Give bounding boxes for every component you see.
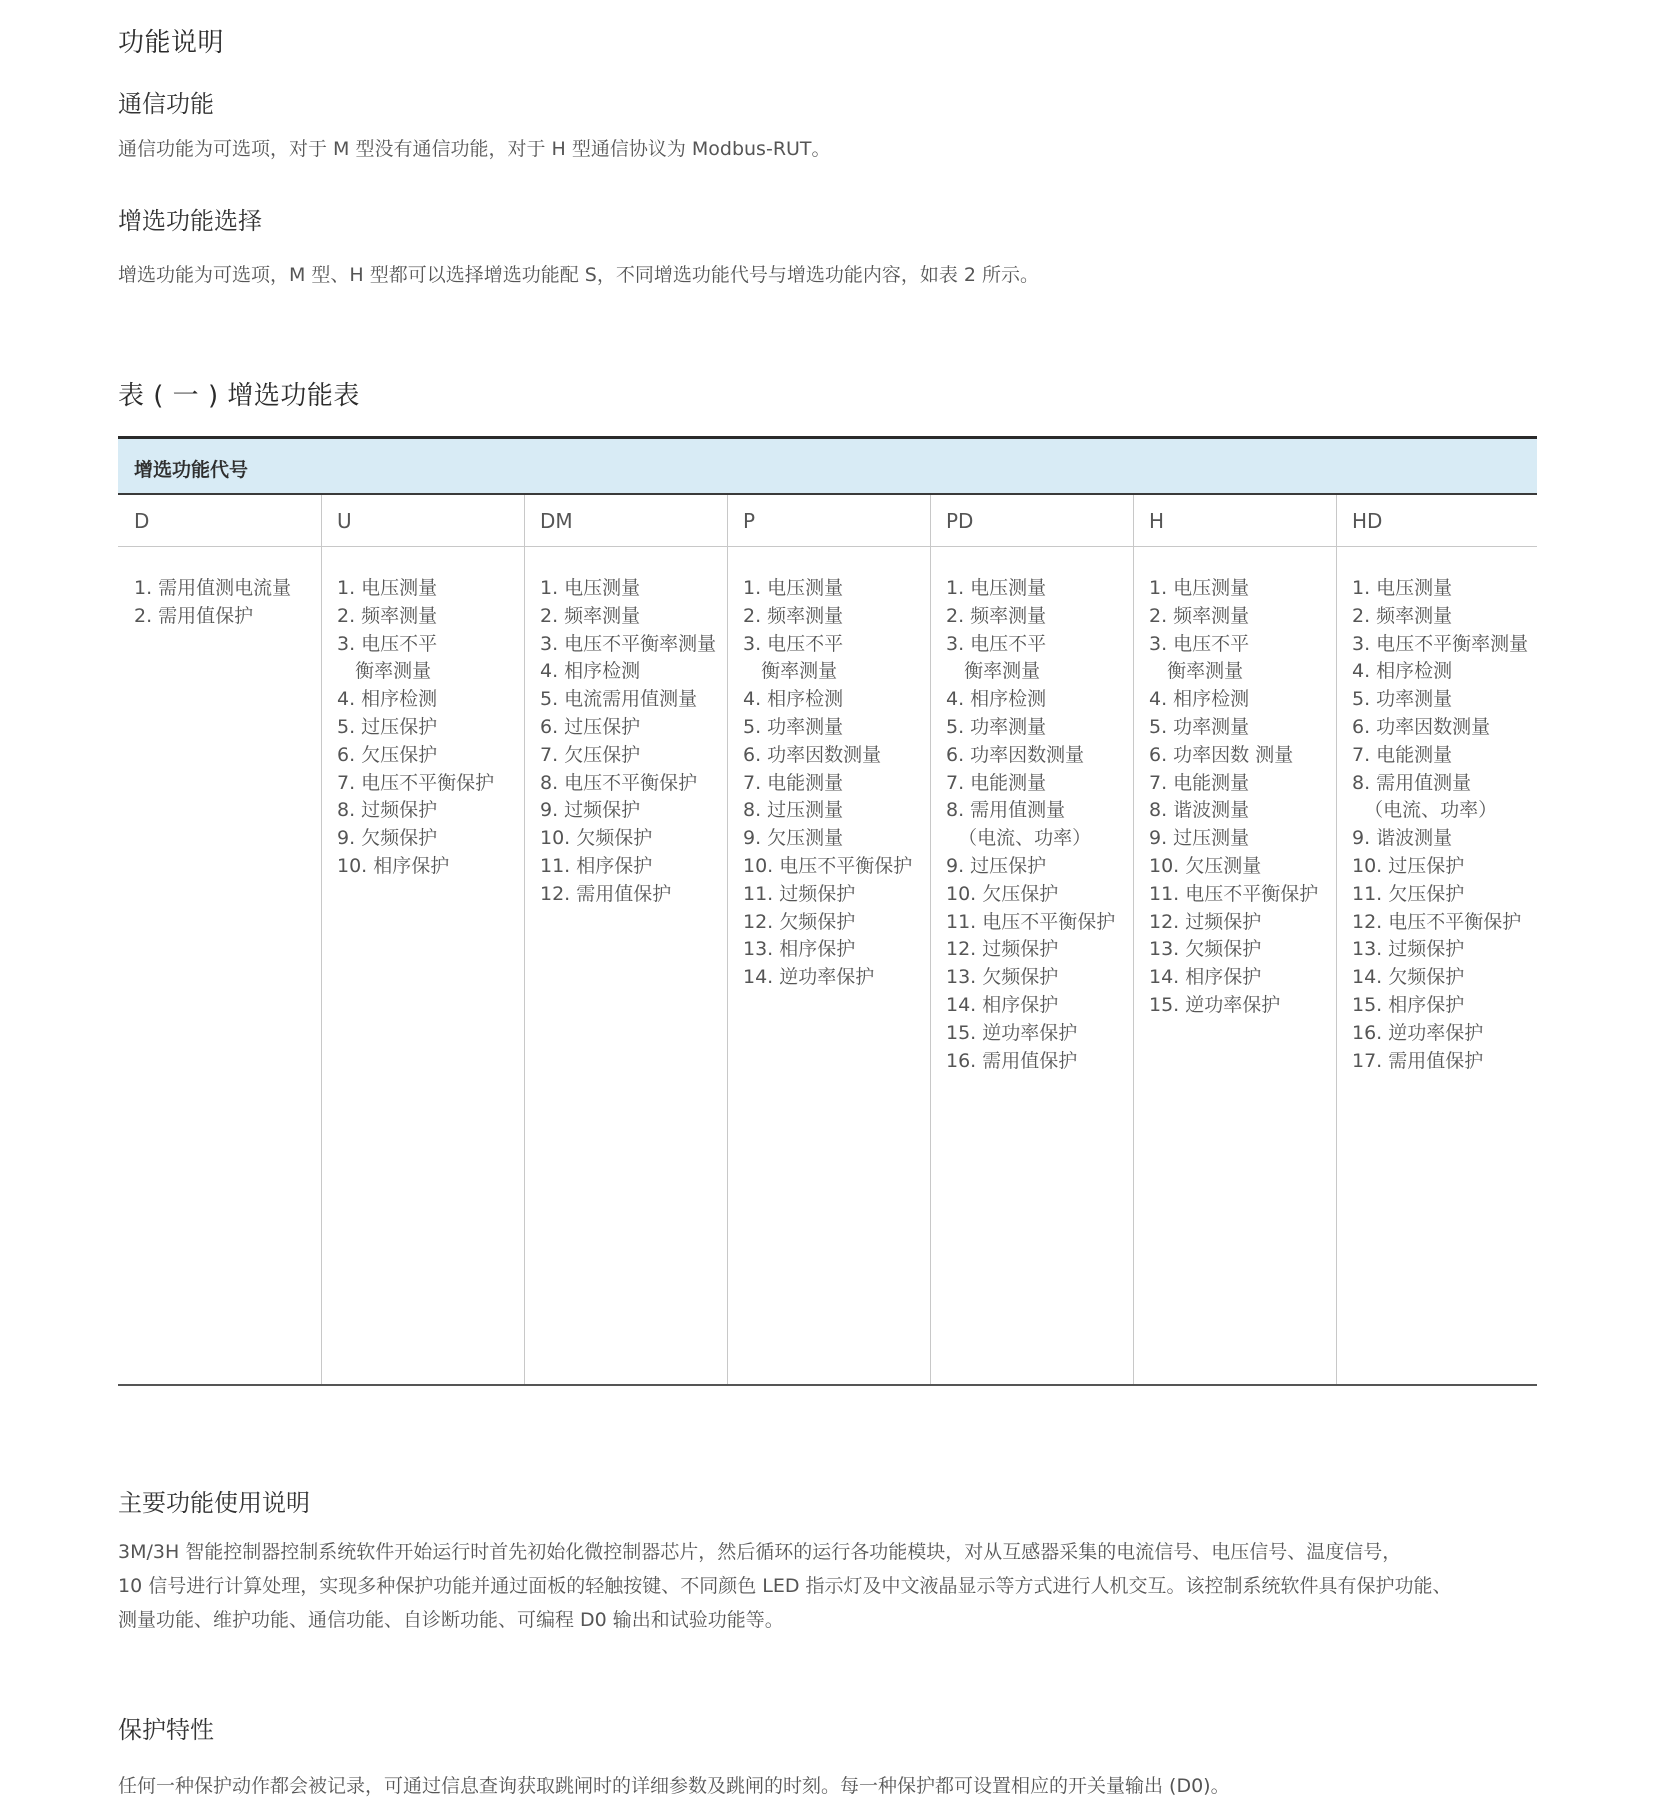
column-code: PD [946, 509, 974, 533]
list-item: 5. 电流需用值测量 [540, 688, 698, 711]
list-item: 8. 过频保护 [337, 799, 438, 822]
list-item: 1. 需用值测电流量 [134, 577, 292, 599]
column-code: HD [1352, 509, 1383, 533]
list-item: 10. 欠压测量 [1149, 854, 1262, 877]
list-item: 5. 功率测量 [1149, 715, 1250, 738]
list-item: 1. 电压测量 [1352, 577, 1453, 599]
column-separator [727, 495, 728, 1384]
list-item: 13. 相序保护 [743, 938, 856, 961]
column-items [946, 575, 1115, 1075]
list-item: 3. 电压不平 [946, 632, 1047, 655]
list-item: 8. 需用值测量 [1352, 771, 1472, 794]
table-header-rule [118, 493, 1537, 495]
column-separator [1336, 495, 1337, 1384]
list-item: 16. 需用值保护 [946, 1049, 1078, 1072]
list-item: 8. 谐波测量 [1149, 799, 1250, 822]
list-item: 8. 需用值测量 [946, 799, 1066, 822]
list-item: 5. 过压保护 [337, 715, 438, 738]
list-item: 12. 过频保护 [946, 938, 1059, 961]
list-item: 7. 欠压保护 [540, 743, 641, 766]
list-item: 2. 频率测量 [337, 604, 438, 627]
list-item: 13. 欠频保护 [1149, 938, 1262, 961]
list-item: 5. 功率测量 [946, 715, 1047, 738]
table-header-band [118, 439, 1537, 493]
list-item: 衡率测量 [337, 660, 432, 683]
main-func-line: 10 信号进行计算处理，实现多种保护功能并通过面板的轻触按键、不同颜色 LED 指示灯及中文液晶显示等方式进行人机交互。该控制系统软件具有保护功能、 [118, 1575, 1452, 1597]
list-item: 13. 欠频保护 [946, 966, 1059, 989]
column-code: U [337, 509, 352, 533]
feature-table [118, 436, 1537, 1386]
column-separator [1133, 495, 1134, 1384]
column-separator [930, 495, 931, 1384]
optional-heading: 增选功能选择 [118, 207, 262, 235]
list-item: 6. 功率因数测量 [946, 743, 1085, 766]
list-item: 11. 电压不平衡保护 [946, 910, 1116, 933]
list-item: 1. 电压测量 [946, 577, 1047, 599]
list-item: 7. 电能测量 [1149, 771, 1250, 794]
list-item: 7. 电能测量 [946, 771, 1047, 794]
column-items [1352, 575, 1528, 1075]
list-item: 10. 电压不平衡保护 [743, 854, 913, 877]
list-item: 4. 相序检测 [743, 688, 844, 711]
optional-text: 增选功能为可选项，M 型、H 型都可以选择增选功能配 S，不同增选功能代号与增选功能内容，如表 2 所示。 [118, 264, 1040, 286]
list-item: 14. 欠频保护 [1352, 966, 1465, 989]
list-item: 9. 过压测量 [1149, 827, 1250, 850]
protection-text: 任何一种保护动作都会被记录，可通过信息查询获取跳闸时的详细参数及跳闸的时刻。每一种保护都可设置相应的开关量输出 (D0)。 [118, 1775, 1230, 1797]
list-item: 10. 过压保护 [1352, 854, 1465, 877]
list-item: 3. 电压不平衡率测量 [1352, 632, 1529, 655]
list-item: 9. 欠压测量 [743, 827, 844, 850]
list-item: 衡率测量 [946, 660, 1041, 683]
list-item: 3. 电压不平 [337, 632, 438, 655]
list-item: 6. 欠压保护 [337, 743, 438, 766]
list-item: 2. 频率测量 [1149, 604, 1250, 627]
list-item: 衡率测量 [743, 660, 838, 683]
list-item: 6. 过压保护 [540, 715, 641, 738]
list-item: 5. 功率测量 [1352, 688, 1453, 711]
list-item: 9. 谐波测量 [1352, 827, 1453, 850]
list-item: 4. 相序检测 [1149, 688, 1250, 711]
list-item: 7. 电能测量 [1352, 743, 1453, 766]
list-item: 4. 相序检测 [337, 688, 438, 711]
list-item: 11. 过频保护 [743, 882, 856, 905]
list-item: 衡率测量 [1149, 660, 1244, 683]
list-item: 12. 欠频保护 [743, 910, 856, 933]
list-item: 2. 频率测量 [946, 604, 1047, 627]
list-item: 17. 需用值保护 [1352, 1049, 1484, 1072]
column-code: D [134, 509, 150, 533]
column-code: DM [540, 509, 573, 533]
list-item: 1. 电压测量 [540, 577, 641, 599]
list-item: 7. 电能测量 [743, 771, 844, 794]
table-header-label: 增选功能代号 [134, 459, 249, 481]
table-title: 表 ( 一 ) 增选功能表 [118, 381, 360, 411]
main-func-line: 3M/3H 智能控制器控制系统软件开始运行时首先初始化微控制器芯片，然后循环的运行各功能模块，对从互感器采集的电流信号、电压信号、温度信号， [118, 1541, 1402, 1563]
list-item: 7. 电压不平衡保护 [337, 771, 495, 794]
list-item: 2. 频率测量 [743, 604, 844, 627]
list-item: 6. 功率因数测量 [1352, 715, 1491, 738]
main-func-line: 测量功能、维护功能、通信功能、自诊断功能、可编程 D0 输出和试验功能等。 [118, 1609, 784, 1631]
list-item: 14. 相序保护 [946, 993, 1059, 1016]
list-item: 14. 相序保护 [1149, 966, 1262, 989]
list-item: 12. 电压不平衡保护 [1352, 910, 1522, 933]
list-item: 12. 过频保护 [1149, 910, 1262, 933]
list-item: 11. 相序保护 [540, 854, 653, 877]
column-items [540, 575, 716, 909]
list-item: 9. 过频保护 [540, 799, 641, 822]
column-separator [321, 495, 322, 1384]
column-items [1149, 575, 1318, 1020]
list-item: （电流、功率） [946, 827, 1092, 850]
list-item: 10. 欠压保护 [946, 882, 1059, 905]
table-bottom-rule [118, 1384, 1537, 1386]
column-items [743, 575, 912, 992]
list-item: 6. 功率因数 测量 [1149, 743, 1294, 766]
list-item: （电流、功率） [1352, 799, 1498, 822]
list-item: 4. 相序检测 [540, 660, 641, 683]
comm-heading: 通信功能 [118, 90, 214, 118]
list-item: 3. 电压不平 [1149, 632, 1250, 655]
list-item: 4. 相序检测 [946, 688, 1047, 711]
list-item: 4. 相序检测 [1352, 660, 1453, 683]
list-item: 9. 过压保护 [946, 854, 1047, 877]
column-code: P [743, 509, 756, 533]
column-items [134, 575, 291, 631]
section-title: 功能说明 [118, 28, 225, 58]
list-item: 13. 过频保护 [1352, 938, 1465, 961]
list-item: 10. 欠频保护 [540, 827, 653, 850]
list-item: 14. 逆功率保护 [743, 966, 875, 989]
column-separator [524, 495, 525, 1384]
list-item: 2. 频率测量 [1352, 604, 1453, 627]
column-items [337, 575, 494, 881]
list-item: 10. 相序保护 [337, 854, 450, 877]
list-item: 16. 逆功率保护 [1352, 1021, 1484, 1044]
list-item: 11. 电压不平衡保护 [1149, 882, 1319, 905]
comm-text: 通信功能为可选项，对于 M 型没有通信功能，对于 H 型通信协议为 Modbus-RUT。 [118, 138, 831, 160]
list-item: 12. 需用值保护 [540, 882, 672, 905]
list-item: 9. 欠频保护 [337, 827, 438, 850]
list-item: 11. 欠压保护 [1352, 882, 1465, 905]
list-item: 8. 过压测量 [743, 799, 844, 822]
list-item: 15. 相序保护 [1352, 993, 1465, 1016]
list-item: 15. 逆功率保护 [1149, 993, 1281, 1016]
main-func-text [118, 1535, 1538, 1637]
column-code: H [1149, 509, 1165, 533]
protection-heading: 保护特性 [118, 1716, 214, 1744]
list-item: 6. 功率因数测量 [743, 743, 882, 766]
list-item: 3. 电压不平衡率测量 [540, 632, 717, 655]
list-item: 1. 电压测量 [337, 577, 438, 599]
list-item: 2. 需用值保护 [134, 604, 254, 627]
list-item: 5. 功率测量 [743, 715, 844, 738]
table-code-rule [118, 546, 1537, 547]
list-item: 2. 频率测量 [540, 604, 641, 627]
list-item: 15. 逆功率保护 [946, 1021, 1078, 1044]
list-item: 8. 电压不平衡保护 [540, 771, 698, 794]
list-item: 3. 电压不平 [743, 632, 844, 655]
list-item: 1. 电压测量 [1149, 577, 1250, 599]
main-func-heading: 主要功能使用说明 [118, 1489, 310, 1517]
list-item: 1. 电压测量 [743, 577, 844, 599]
